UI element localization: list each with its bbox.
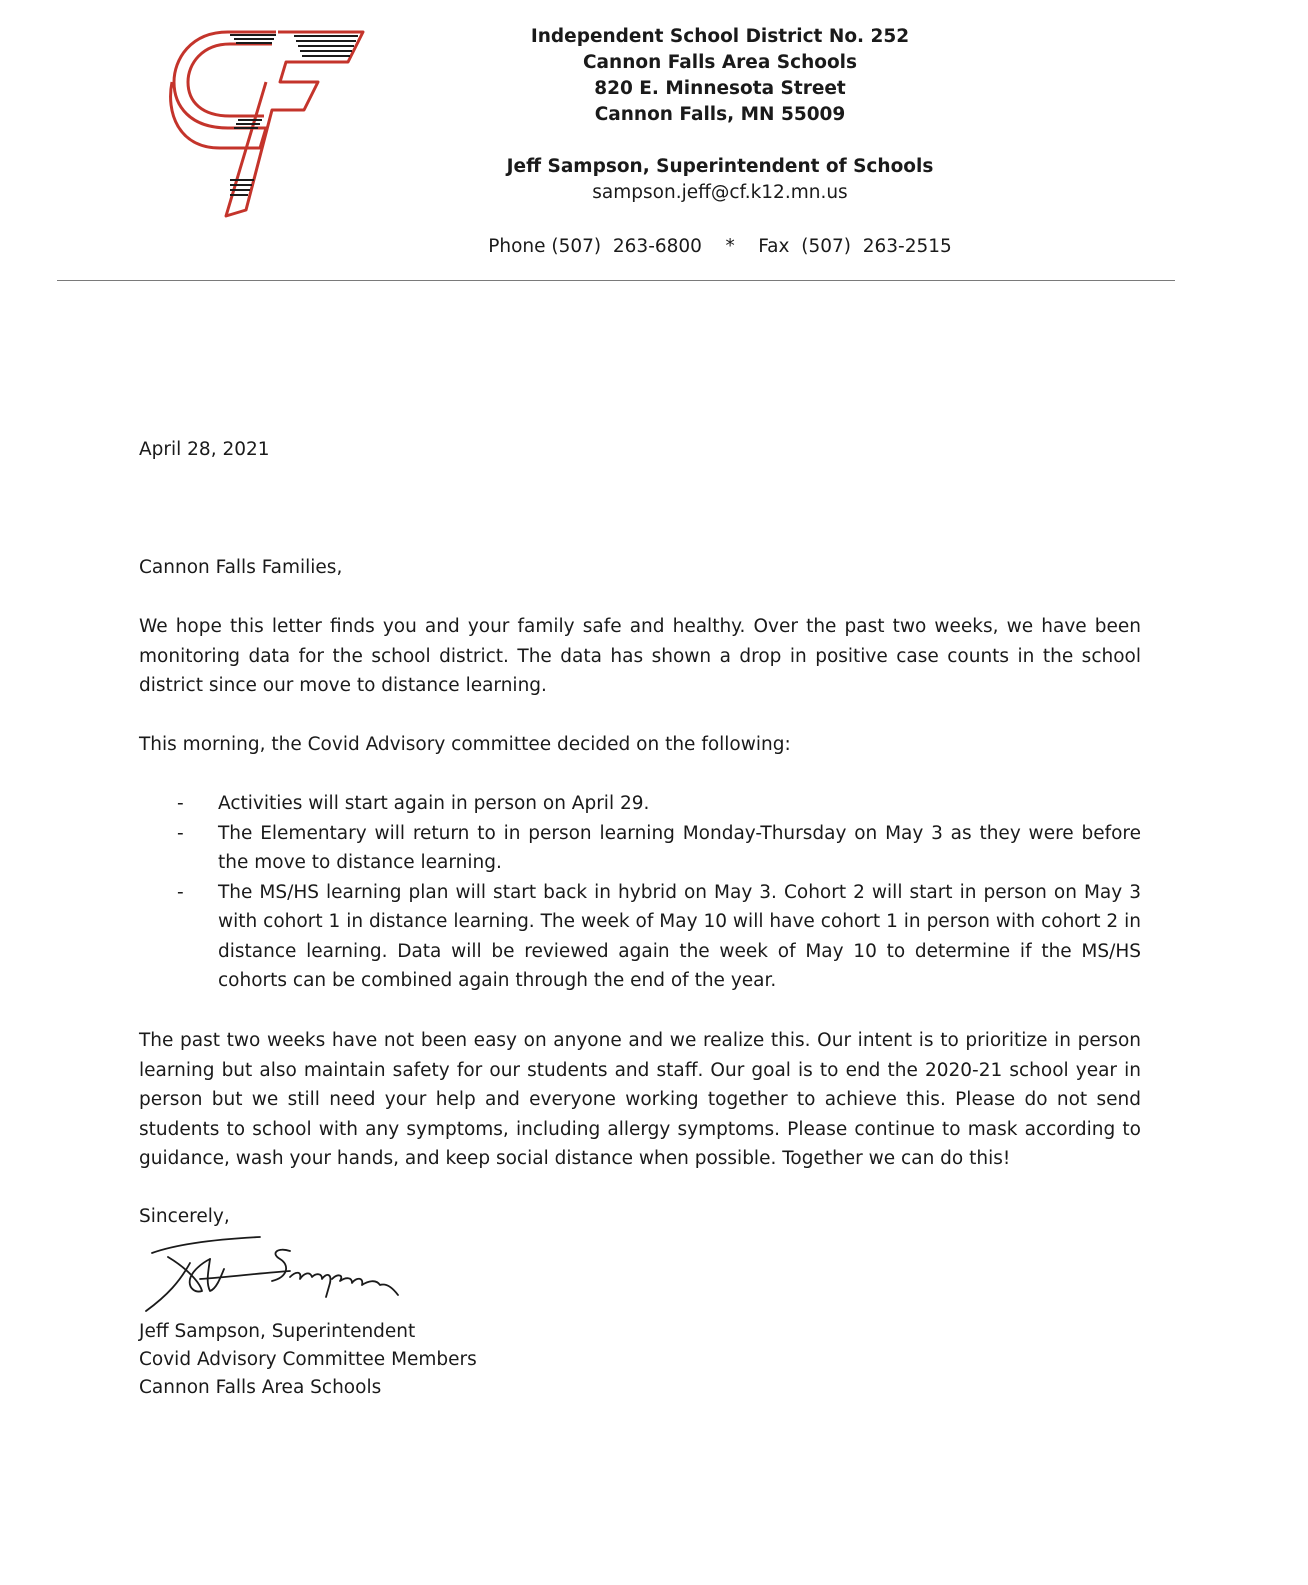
school-name: Cannon Falls Area Schools (582, 52, 858, 73)
superintendent-title: Jeff Sampson, Superintendent of Schools (506, 156, 934, 177)
signoff-name: Jeff Sampson, Superintendent (139, 1321, 416, 1342)
list-item-text: The MS/HS learning plan will start back in hybrid on May 3. Cohort 2 will start in person on May 3 with cohort 1 in distance learning. The week of May 10 will have cohort 1 in person with cohort 2 in distance learning. Data will be reviewed again the week of May 10 to determine if the MS/HS cohorts can be combined again through the end of the year. (218, 881, 1141, 991)
signoff-block (139, 1318, 477, 1402)
list-item (139, 819, 1141, 878)
phone-fax-line: Phone (507) 263-6800 * Fax (507) 263-2515 (488, 236, 952, 257)
paragraph-intro: We hope this letter finds you and your family safe and healthy. Over the past two weeks, we have been monitoring data for the school district. The data has shown a drop in positive case counts in the school district since our move to distance learning. (139, 616, 1141, 696)
district-name: Independent School District No. 252 (530, 26, 910, 47)
list-item (139, 878, 1141, 996)
city-state-zip: Cannon Falls, MN 55009 (594, 104, 846, 125)
header-divider (57, 280, 1175, 281)
letter-date: April 28, 2021 (139, 439, 270, 460)
signoff-school: Cannon Falls Area Schools (139, 1377, 382, 1398)
paragraph-closing: The past two weeks have not been easy on anyone and we realize this. Our intent is to prioritize in person learning but also maintain safety for our students and staff. Our goal is to end the 2020-21 school year in person but we still need your help and everyone working together to achieve this. Please do not send students to school with any symptoms, including allergy symptoms. Please continue to mask according to guidance, wash your hands, and keep social distance when possible. Together we can do this! (139, 1030, 1141, 1169)
signoff-committee: Covid Advisory Committee Members (139, 1349, 477, 1370)
signature-image (140, 1233, 405, 1315)
list-item-text: The Elementary will return to in person learning Monday-Thursday on May 3 as they were before the move to distance learning. (218, 822, 1141, 873)
bullet-marker: - (177, 793, 184, 814)
list-item (139, 789, 1141, 819)
decision-list (139, 789, 1141, 996)
list-item-text: Activities will start again in person on April 29. (218, 793, 650, 814)
cf-logo-icon (168, 20, 373, 225)
bullet-marker: - (177, 822, 184, 844)
email-address: sampson.jeff@cf.k12.mn.us (592, 182, 848, 203)
salutation: Cannon Falls Families, (139, 557, 343, 578)
letterhead (470, 24, 970, 206)
bullet-marker: - (177, 881, 184, 903)
closing: Sincerely, (139, 1206, 230, 1227)
street-address: 820 E. Minnesota Street (594, 78, 846, 99)
paragraph-decision: This morning, the Covid Advisory committee decided on the following: (139, 734, 791, 755)
